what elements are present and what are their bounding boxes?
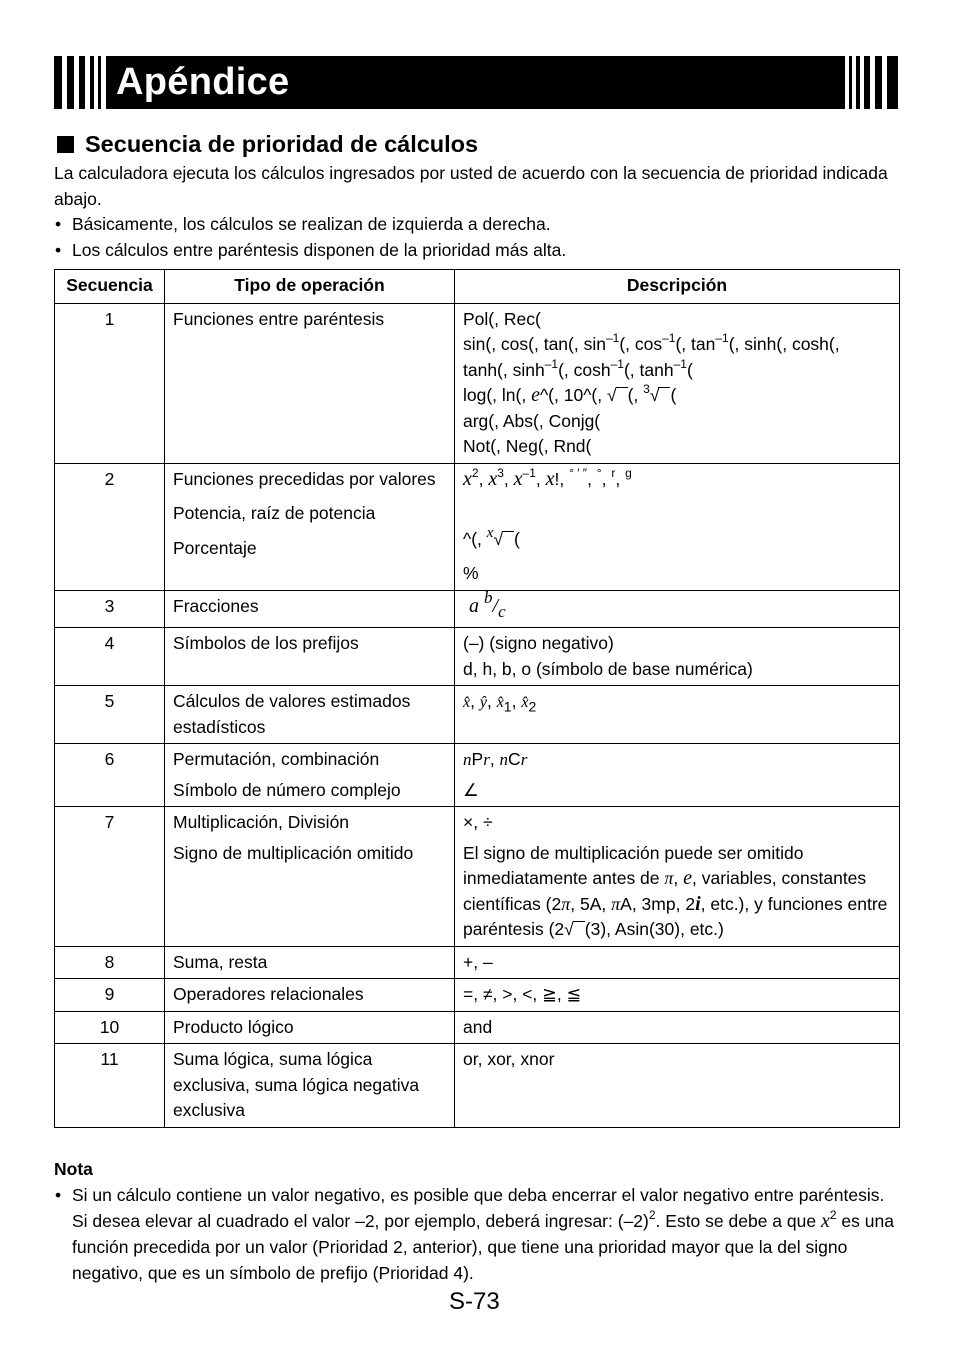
sequence-cell: 4 [55, 628, 165, 686]
operation-type-cell: Símbolos de los prefijos [165, 628, 455, 686]
intro-bullet: • Los cálculos entre paréntesis disponen de la prioridad más alta. [54, 238, 904, 264]
table-row [55, 628, 900, 686]
operation-type-cell: Fracciones [165, 590, 455, 628]
description-cell: or, xor, xnor [455, 1044, 900, 1128]
note-block [54, 1156, 904, 1286]
page-title: Apéndice [116, 61, 290, 103]
column-header-descripcion: Descripción [455, 270, 900, 304]
description-cell: +, – [455, 946, 900, 979]
table-row [55, 303, 900, 463]
table-row [55, 463, 900, 590]
table-row [55, 686, 900, 744]
table-row [55, 1044, 900, 1128]
description-cell: nPr, nCr ∠ [455, 744, 900, 807]
intro-paragraph: La calculadora ejecuta los cálculos ingresados por usted de acuerdo con la secuencia de prioridad indicada abajo. [54, 163, 888, 209]
sequence-cell: 5 [55, 686, 165, 744]
operation-type-cell: Funciones entre paréntesis [165, 303, 455, 463]
note-title: Nota [54, 1159, 93, 1179]
description-cell: =, ≠, >, <, ≧, ≦ [455, 979, 900, 1012]
table-row [55, 590, 900, 628]
chapter-banner [54, 56, 898, 109]
note-bullet: • Si un cálculo contiene un valor negativo, es posible que deba encerrar el valor negativo entre paréntesis. Si desea elevar al cuadrado el valor –2, por ejemplo, deberá ingresar: $(-2)^2$. Esto se debe a que $x^2$ es una función precedida por un valor (Prioridad 2, anterior), que tiene una prioridad mayor que la del signo negativo, que es un símbolo de prefijo (Prioridad 4). [54, 1182, 904, 1286]
operation-type-cell: Permutación, combinación Símbolo de número complejo [165, 744, 455, 807]
operation-type-cell: Cálculos de valores estimados estadísticos [165, 686, 455, 744]
sequence-cell: 6 [55, 744, 165, 807]
banner-bars-right [842, 56, 898, 109]
intro [54, 161, 904, 263]
sequence-cell: 10 [55, 1011, 165, 1044]
operation-type-cell: Suma lógica, suma lógica exclusiva, suma lógica negativa exclusiva [165, 1044, 455, 1128]
operation-type-cell: Funciones precedidas por valores Potencia, raíz de potencia Porcentaje [165, 463, 455, 590]
section-heading [57, 130, 478, 158]
table-row [55, 807, 900, 947]
sequence-cell: 3 [55, 590, 165, 628]
column-header-tipo: Tipo de operación [165, 270, 455, 304]
table-header-row [55, 270, 900, 304]
sequence-cell: 2 [55, 463, 165, 590]
banner-bars-left [54, 56, 114, 109]
section-heading-text: Secuencia de prioridad de cálculos [85, 131, 479, 157]
description-cell [455, 587, 900, 628]
description-cell: and [455, 1011, 900, 1044]
table-row [55, 1011, 900, 1044]
operation-type-cell: Producto lógico [165, 1011, 455, 1044]
column-header-secuencia: Secuencia [55, 270, 165, 304]
square-bullet-icon [57, 136, 74, 153]
angle-icon: ∠ [463, 779, 479, 800]
table-row [55, 744, 900, 807]
page-number: S-73 [449, 1288, 500, 1315]
intro-bullet: • Básicamente, los cálculos se realizan de izquierda a derecha. [54, 212, 904, 238]
sequence-cell: 8 [55, 946, 165, 979]
fraction-symbol-icon: a $^b/_c$ [469, 587, 506, 621]
priority-table [54, 269, 900, 1128]
sequence-cell: 1 [55, 303, 165, 463]
description-cell: (–) (signo negativo) d, h, b, o (símbolo de base numérica) [455, 628, 900, 686]
table-row [55, 979, 900, 1012]
sequence-cell: 7 [55, 807, 165, 947]
operation-type-cell: Operadores relacionales [165, 979, 455, 1012]
operation-type-cell: Suma, resta [165, 946, 455, 979]
description-cell: $x^2$, $x^3$, $x^{-1}$, x!, ° ′ ″, °, $^r$, $^g$ ^(, $^x$√ ( % [455, 463, 900, 590]
table-row [55, 946, 900, 979]
description-cell: ×, ÷ El signo de multiplicación puede ser omitido inmediatamente antes de π, e, variables, constantes científicas (2π, 5A, πA, 3mp, 2i, etc.), y funciones entre paréntesis (2√ (3), Asin(30), etc.) [455, 807, 900, 947]
description-cell: Pol(, Rec( sin(, cos(, tan(, $\sin^{-1}$(, $\cos^{-1}$(, $\tan^{-1}$(, sinh(, cosh(, tanh(, $\sinh^{-1}$(, $\cosh^{-1}$(, $\tanh^{-1}$( log(, ln(, e^(, 10^(, √ (, $^3$√ ( arg(, Abs(, Conjg( Not(, Neg(, Rnd( [455, 303, 900, 463]
sequence-cell: 11 [55, 1044, 165, 1128]
description-cell: x̂, ŷ, $x̂_1$, $x̂_2$ [455, 686, 900, 744]
sequence-cell: 9 [55, 979, 165, 1012]
operation-type-cell: Multiplicación, División Signo de multiplicación omitido [165, 807, 455, 947]
